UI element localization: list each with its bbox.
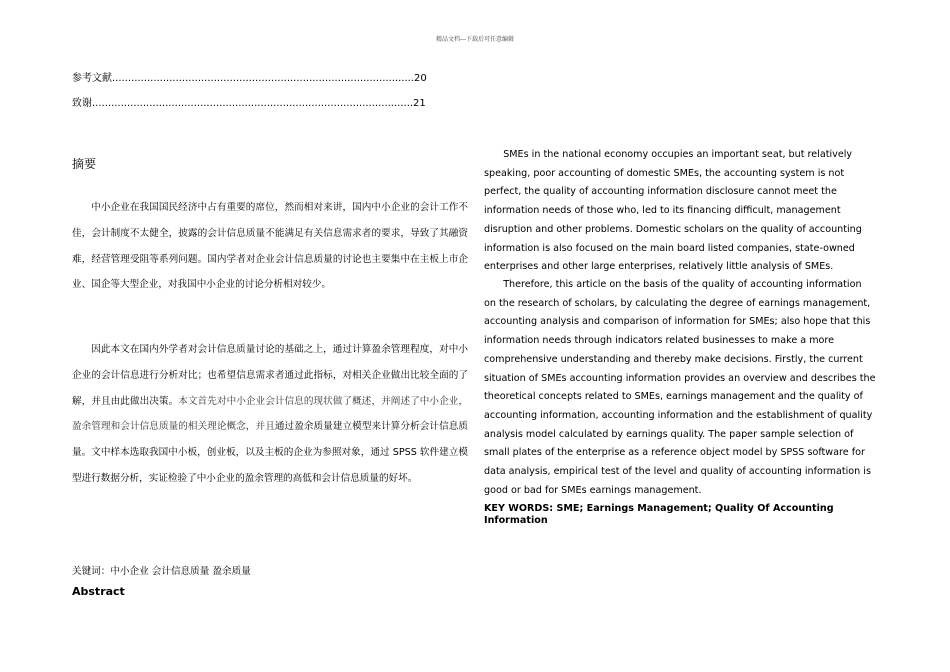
paragraph-2-part-a: 因此本文在国内外学者对会计信息质量讨论的基础之上，通过计算盈余管理程度，对中小企业的会计信息进行分析对比；也希望信息需求者通过此指标，对相关企业做出比较全面的了解，并且由此做出决策。 [72,344,468,407]
english-keywords: KEY WORDS: SME; Earnings Management; Quality Of Accounting Information [484,503,834,526]
english-abstract-paragraph-1: SMEs in the national economy occupies an important seat, but relatively speaking, poor accounting of domestic SMEs, the accounting system is not perfect, the quality of accounting information disclosure cannot meet the information needs of those who, led to its financing difficult, management disruption and other problems. Domestic scholars on the quality of accounting information is also focused on the main board listed companies, state-owned enterprises and other large enterprises, relatively little analysis of SMEs. [484,149,862,273]
toc-entry-references[interactable]: 参考文献...............................................................................................20 [72,73,427,84]
chinese-abstract-paragraph-1: 中小企业在我国国民经济中占有重要的席位，然而相对来讲，国内中小企业的会计工作不佳，会计制度不太健全，披露的会计信息质量不能满足有关信息需求者的要求，导致了其融资难，经营管理受阻等系列问题。国内学者对企业会计信息质量的讨论也主要集中在主板上市企业、国企等大型企业，对我国中小企业的讨论分析相对较少。 [72,202,468,291]
english-abstract-paragraph-2: Therefore, this article on the basis of the quality of accounting information on the research of scholars, by calculating the degree of earnings management, accounting analysis and comparison of information for SMEs; also hope that this information needs through indicators related businesses to make a more comprehensive understanding and thereby make decisions. Firstly, the current situation of SMEs accounting information provides an overview and describes the theoretical concepts related to SMEs, earnings management and the quality of accounting information, accounting information and the establishment of quality analysis model calculated by earnings quality. The paper sample selection of small plates of the enterprise as a reference object model by SPSS software for data analysis, empirical test of the level and quality of accounting information is good or bad for SMEs earnings management. [484,279,876,496]
chinese-abstract-paragraph-2 [72,337,468,492]
page-header: 精品文档---下载后可任意编辑 [435,36,515,43]
chinese-keywords: 关键词：中小企业 会计信息质量 盈余质量 [72,566,251,577]
chinese-abstract-heading: 摘要 [72,157,97,171]
paragraph-2-part-c: 通过盈余质量建立模型来计算分析会计信息质量。文中样本选取我国中小板，创业板，以及主板的企业为参照对象，通过 SPSS 软件建立模型进行数据分析，实证检验了中小企业的盈余管理的高低和会计信息质量的好坏。 [72,421,469,484]
paragraph-2-part-b: 本文首先对中小企业会计信息的现状做了概述，并阐述了中小企业，盈余管理和会计信息质量的相关理论概念，并且 [72,395,469,433]
english-abstract-heading: Abstract [72,585,125,598]
toc-entry-acknowledgements[interactable]: 致谢.....................................................................................................21 [72,98,426,109]
